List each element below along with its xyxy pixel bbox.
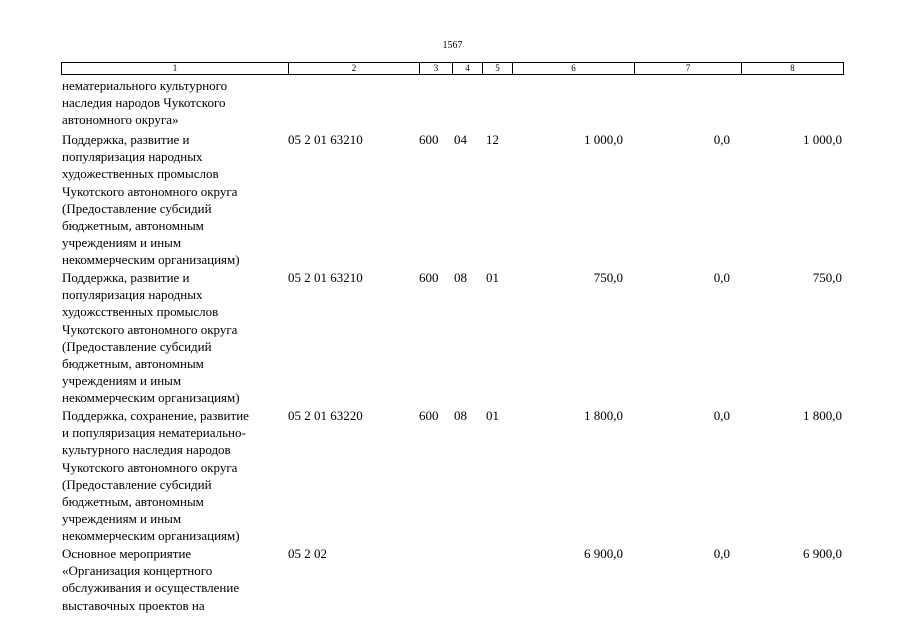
column-header-5: 5 <box>483 63 513 75</box>
row-name-line: некоммерческим организациям) <box>62 528 240 544</box>
row-name <box>62 545 284 614</box>
row-name-line: учреждениям и иным <box>62 235 182 251</box>
row-name-line: нематериального культурного <box>62 78 228 93</box>
row-name-line: художественных промыслов <box>62 166 219 182</box>
row-name-line: художсственных промыслов <box>62 304 219 320</box>
column-header-8: 8 <box>742 63 844 75</box>
row-name-line: автономного округа» <box>62 112 179 128</box>
row-name <box>62 77 284 129</box>
column-header-1: 1 <box>62 63 289 75</box>
row-name-line: учреждениям и иным <box>62 511 182 527</box>
row-value-7: 0,0 <box>713 270 730 285</box>
row-name-line: Чукотского автономного округа <box>62 459 238 475</box>
column-header-3: 3 <box>420 63 453 75</box>
row-code: 05 2 01 63210 <box>288 132 363 147</box>
row-name-line: некоммерческим организациям) <box>62 390 240 406</box>
row-name-line: культурного наследия народов <box>62 442 231 458</box>
row-name-line: Поддержка, развитие и <box>62 270 190 285</box>
row-value-8: 6 900,0 <box>803 546 842 561</box>
column-header-7: 7 <box>635 63 742 75</box>
row-value-8: 750,0 <box>812 270 842 285</box>
row-col3: 600 <box>419 408 439 423</box>
row-value-6: 1 000,0 <box>584 132 623 147</box>
column-header-4: 4 <box>453 63 483 75</box>
row-col4: 04 <box>454 132 467 147</box>
row-value-6: 1 800,0 <box>584 408 623 423</box>
row-col3: 600 <box>419 270 439 285</box>
row-name-line: (Предоставление субсидий <box>62 476 212 492</box>
row-value-6: 750,0 <box>593 270 623 285</box>
row-code: 05 2 01 63210 <box>288 270 363 285</box>
row-name-line: (Предоставление субсидий <box>62 338 212 354</box>
row-name-line: бюджетным, автономным <box>62 494 204 510</box>
row-name-line: бюджетным, автономным <box>62 356 204 372</box>
row-col5: 01 <box>486 270 499 285</box>
row-col4: 08 <box>454 408 467 423</box>
row-col3: 600 <box>419 132 439 147</box>
row-name-line: Чукотского автономного округа <box>62 321 238 337</box>
column-header-2: 2 <box>289 63 420 75</box>
row-value-7: 0,0 <box>713 546 730 561</box>
row-value-8: 1 000,0 <box>803 132 842 147</box>
row-col5: 12 <box>486 132 499 147</box>
row-name-line: наследия народов Чукотского <box>62 95 226 111</box>
row-name-line: выставочных проектов на <box>62 597 205 613</box>
row-value-6: 6 900,0 <box>584 546 623 561</box>
row-name-line: и популяризация нематериально- <box>62 425 246 441</box>
row-name-line: популяризация народных <box>62 287 203 303</box>
row-name-line: популяризация народных <box>62 149 203 165</box>
row-col5: 01 <box>486 408 499 423</box>
row-name-line: бюджетным, автономным <box>62 218 204 234</box>
row-value-7: 0,0 <box>713 408 730 423</box>
row-code: 05 2 01 63220 <box>288 408 363 423</box>
row-name-line: обслуживания и осуществление <box>62 580 240 596</box>
row-name <box>62 269 284 407</box>
row-value-8: 1 800,0 <box>803 408 842 423</box>
row-name-line: некоммерческим организациям) <box>62 252 240 268</box>
row-name-line: Чукотского автономного округа <box>62 183 238 199</box>
row-name <box>62 131 284 269</box>
row-value-7: 0,0 <box>713 132 730 147</box>
row-name-line: Основное мероприятие <box>62 546 192 561</box>
page-number: 1567 <box>442 40 463 51</box>
row-col4: 08 <box>454 270 467 285</box>
row-code: 05 2 02 <box>288 546 327 561</box>
row-name-line: «Организация концертного <box>62 563 213 579</box>
row-name-line: Поддержка, развитие и <box>62 132 190 147</box>
row-name <box>62 407 284 545</box>
row-name-line: учреждениям и иным <box>62 373 182 389</box>
row-name-line: Поддержка, сохранение, развитие <box>62 408 249 423</box>
column-header-6: 6 <box>513 63 635 75</box>
row-name-line: (Предоставление субсидий <box>62 200 212 216</box>
column-header-row <box>61 62 844 75</box>
